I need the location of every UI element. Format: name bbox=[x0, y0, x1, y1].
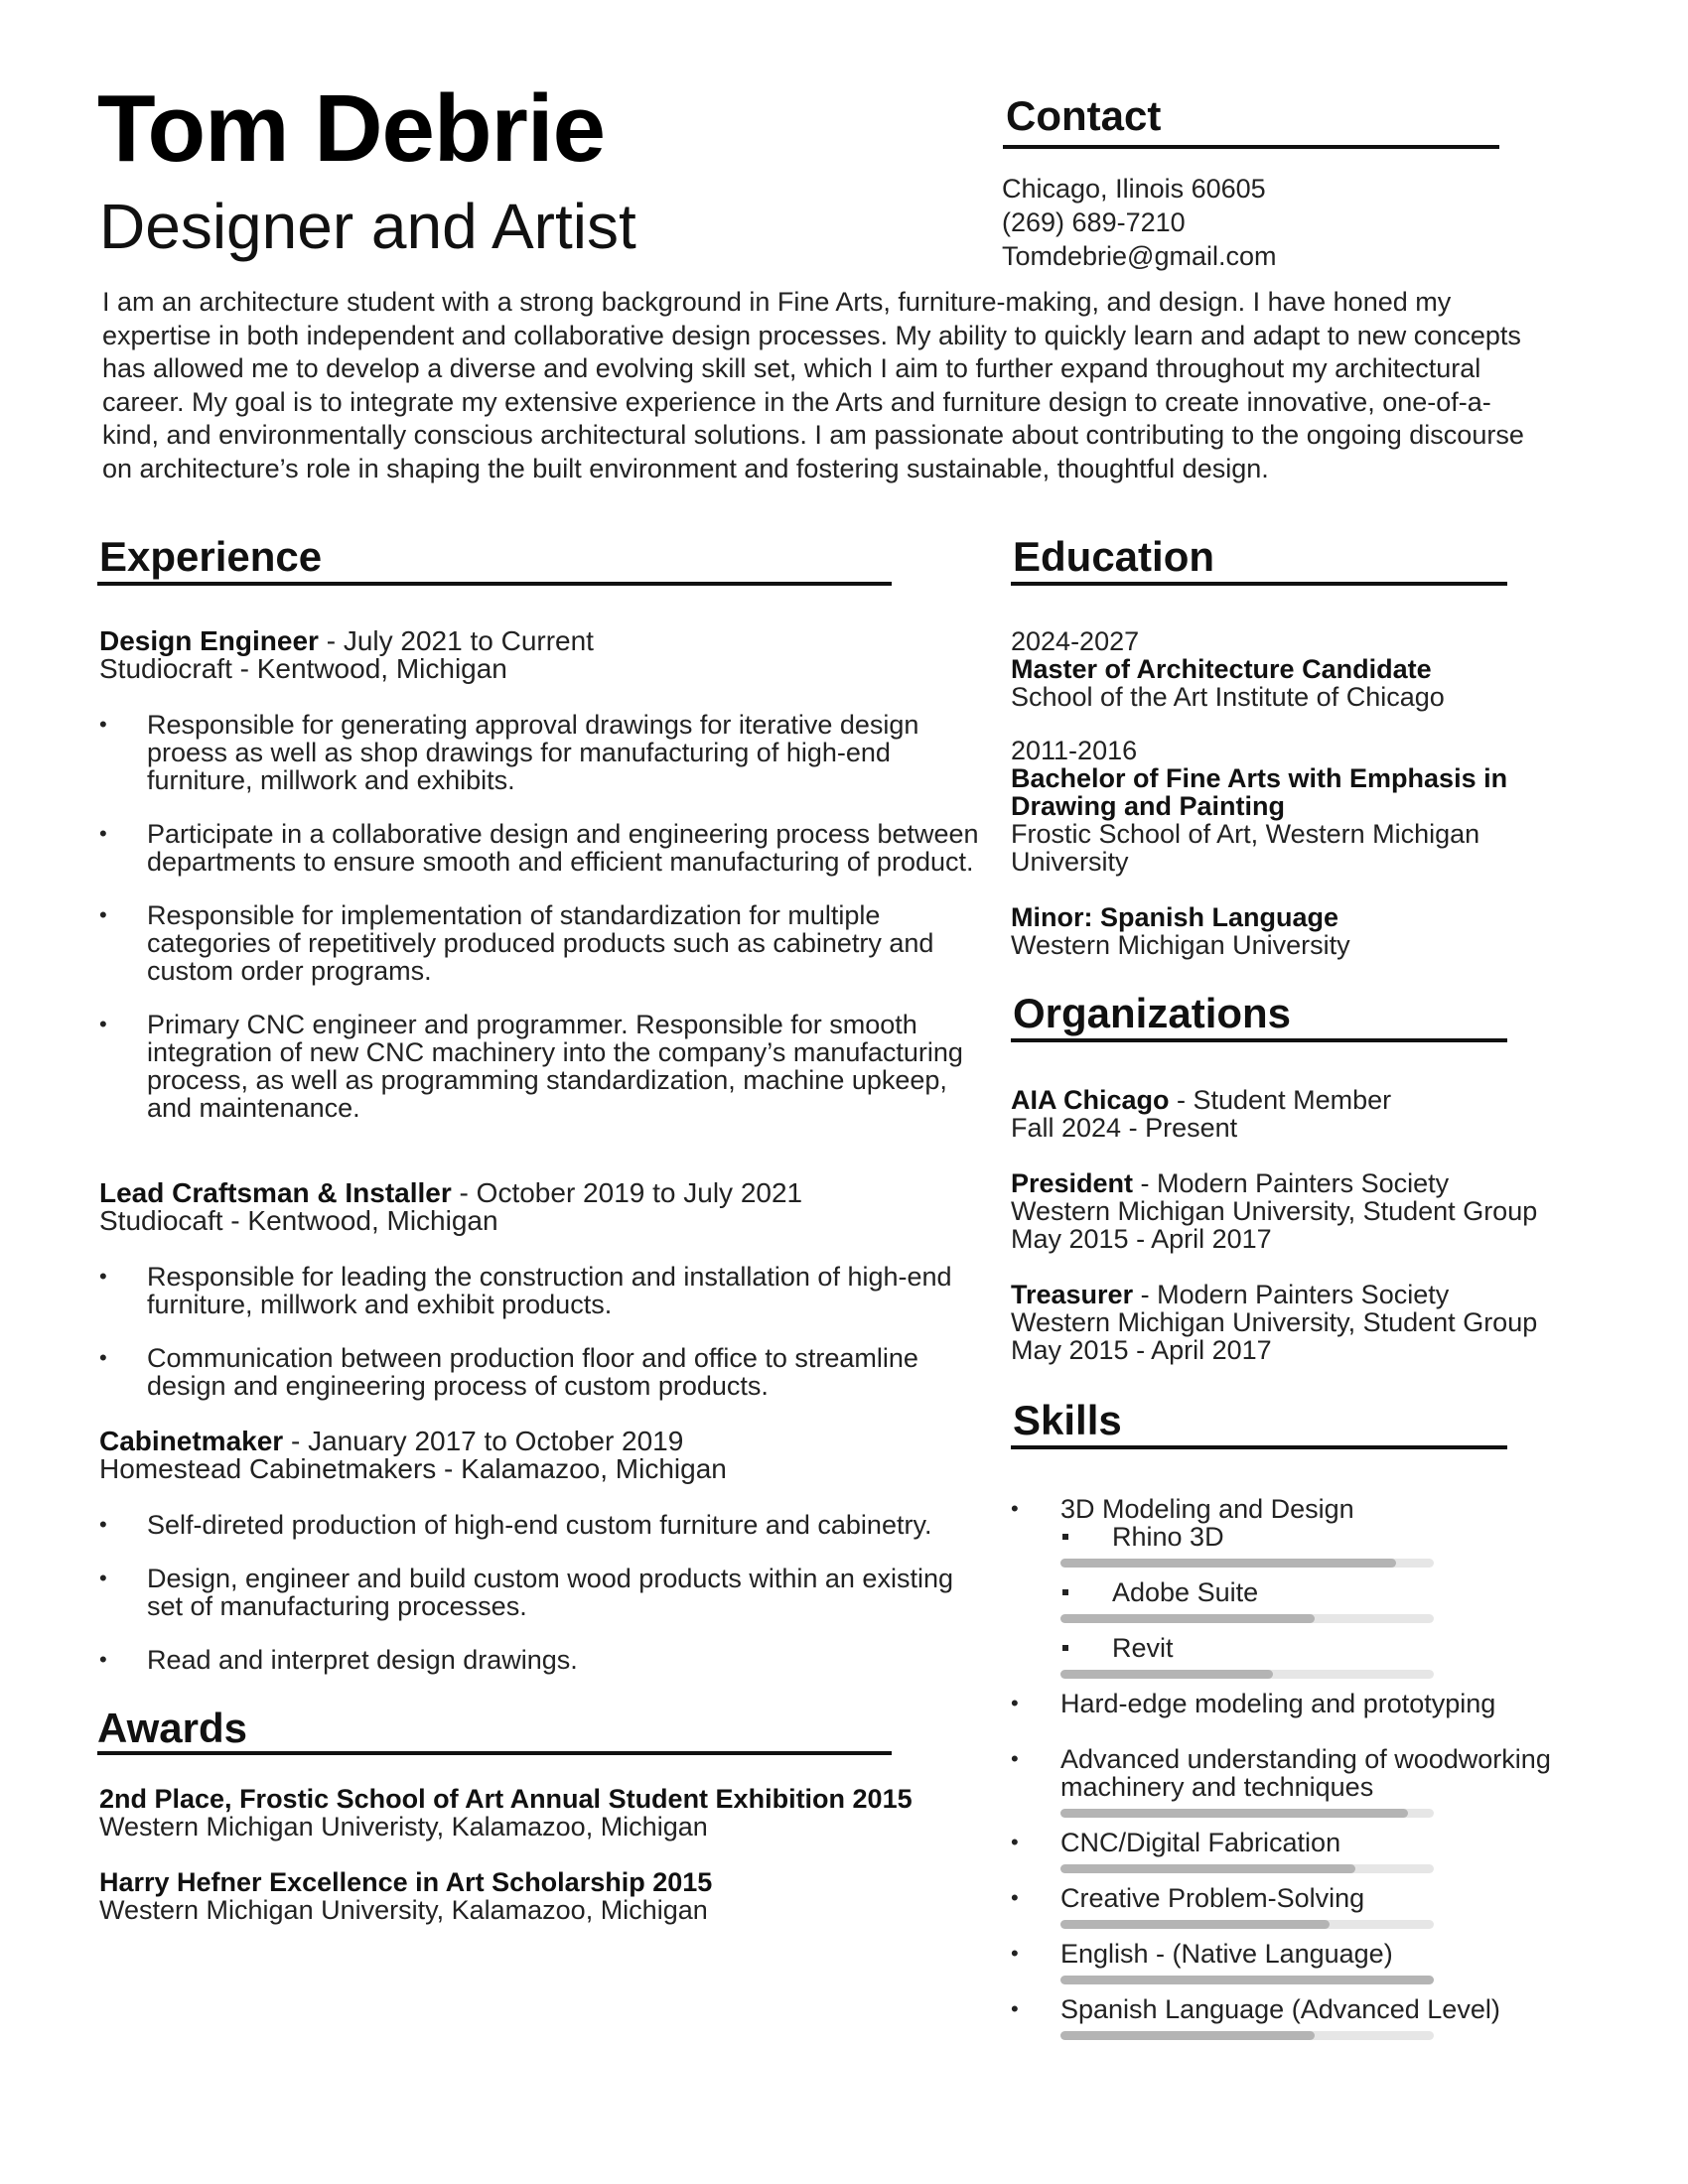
bullet-icon: • bbox=[1011, 1496, 1019, 1521]
sub-skill-label: Revit bbox=[1112, 1633, 1174, 1663]
skill-level-fill bbox=[1060, 2031, 1315, 2040]
skill-level-fill bbox=[1060, 1809, 1408, 1818]
award-item: Harry Hefner Excellence in Art Scholarship 2015 Western Michigan University, Kalamazoo, Michigan bbox=[99, 1867, 713, 1925]
skill-level-fill bbox=[1060, 1670, 1273, 1679]
job-company: Studiocaft - Kentwood, Michigan bbox=[99, 1205, 498, 1236]
skill-level-bar bbox=[1060, 1976, 1434, 1984]
bullet-item: • Participate in a collaborative design and engineering process between departments to ensure smooth and efficient manufacturing of product. bbox=[99, 820, 993, 876]
skill-level-bar bbox=[1060, 1920, 1434, 1929]
job-bullets bbox=[99, 711, 993, 1122]
summary-paragraph: I am an architecture student with a strong background in Fine Arts, furniture-making, and design. I have honed my expertise in both independent and collaborative design processes. My ability to quickly learn and adapt to new concepts has allowed me to develop a diverse and evolving skill set, which I aim to further expand throughout my architectural career. My goal is to integrate my extensive experience in the Arts and furniture design to create innovative, one-of-a-kind, and environmentally conscious architectural solutions. I am passionate about contributing to the ongoing discourse on architecture’s role in shaping the built environment and fostering sustainable, thoughtful design. bbox=[102, 287, 1524, 483]
bullet-icon: • bbox=[1011, 1885, 1019, 1910]
square-bullet-icon bbox=[1062, 1534, 1068, 1540]
experience-rule bbox=[97, 582, 892, 586]
experience-heading: Experience bbox=[99, 533, 323, 580]
bullet-item: • Design, engineer and build custom wood products within an existing set of manufacturing processes. bbox=[99, 1565, 993, 1620]
organization-item: AIA Chicago - Student Member Fall 2024 - Present bbox=[1011, 1085, 1392, 1143]
award-item: 2nd Place, Frostic School of Art Annual Student Exhibition 2015 Western Michigan Univeristy, Kalamazoo, Michigan bbox=[99, 1784, 913, 1842]
skill-level-bar bbox=[1060, 1864, 1434, 1873]
skill-label: 3D Modeling and Design bbox=[1060, 1494, 1354, 1524]
bullet-icon: • bbox=[1011, 1746, 1019, 1771]
skill-label: Creative Problem-Solving bbox=[1060, 1883, 1365, 1913]
contact-heading: Contact bbox=[1006, 92, 1162, 139]
skill-level-fill bbox=[1060, 1920, 1330, 1929]
bullet-icon: • bbox=[1011, 1830, 1019, 1854]
skill-level-bar bbox=[1060, 1809, 1434, 1818]
contact-email[interactable]: Tomdebrie@gmail.com bbox=[1002, 241, 1277, 271]
contact-block bbox=[1002, 172, 1277, 273]
skill-level-bar bbox=[1060, 1559, 1434, 1568]
contact-phone: (269) 689-7210 bbox=[1002, 207, 1186, 237]
job-title: Cabinetmaker - January 2017 to October 2019 bbox=[99, 1426, 684, 1456]
awards-rule bbox=[97, 1751, 892, 1755]
skill-label: Advanced understanding of woodworking machinery and techniques bbox=[1060, 1744, 1551, 1802]
sub-skill-label: Adobe Suite bbox=[1112, 1577, 1259, 1607]
bullet-item: • Communication between production floor and office to streamline design and engineering process of custom products. bbox=[99, 1344, 993, 1400]
skill-level-fill bbox=[1060, 1864, 1355, 1873]
bullet-item: • Responsible for implementation of standardization for multiple categories of repetitively produced products such as cabinetry and custom order programs. bbox=[99, 901, 993, 985]
job-company: Studiocraft - Kentwood, Michigan bbox=[99, 653, 507, 684]
square-bullet-icon bbox=[1062, 1589, 1068, 1595]
skills-rule bbox=[1011, 1445, 1507, 1449]
job-title: Design Engineer - July 2021 to Current bbox=[99, 625, 594, 656]
job-bullets bbox=[99, 1511, 993, 1674]
sub-skill-label: Rhino 3D bbox=[1112, 1522, 1224, 1552]
skill-level-bar bbox=[1060, 1614, 1434, 1623]
organizations-heading: Organizations bbox=[1013, 990, 1292, 1036]
bullet-icon: • bbox=[1011, 1941, 1019, 1966]
job-title: Lead Craftsman & Installer - October 2019 to July 2021 bbox=[99, 1177, 803, 1208]
education-heading: Education bbox=[1013, 533, 1215, 580]
resume-title: Designer and Artist bbox=[99, 191, 636, 262]
resume-name: Tom Debrie bbox=[97, 75, 605, 182]
skill-label: Hard-edge modeling and prototyping bbox=[1060, 1689, 1496, 1718]
job-company: Homestead Cabinetmakers - Kalamazoo, Michigan bbox=[99, 1453, 727, 1484]
skill-level-fill bbox=[1060, 1976, 1434, 1984]
contact-rule bbox=[1003, 145, 1499, 149]
skill-label: English - (Native Language) bbox=[1060, 1939, 1393, 1969]
education-item: 2024-2027 Master of Architecture Candidate School of the Art Institute of Chicago bbox=[1011, 626, 1445, 712]
education-rule bbox=[1011, 582, 1507, 586]
bullet-item: • Self-direted production of high-end custom furniture and cabinetry. bbox=[99, 1511, 993, 1539]
awards-heading: Awards bbox=[97, 1705, 247, 1751]
education-minor: Minor: Spanish Language Western Michigan University bbox=[1011, 902, 1350, 960]
organization-item: President - Modern Painters Society Western Michigan University, Student Group May 2015 - April 2017 bbox=[1011, 1168, 1538, 1254]
bullet-item: • Primary CNC engineer and programmer. Responsible for smooth integration of new CNC machinery into the company’s manufacturing process, as well as programming standardization, machine upkeep, and maintenance. bbox=[99, 1011, 993, 1122]
education-item: 2011-2016 Bachelor of Fine Arts with Emphasis in Drawing and Painting Frostic School of Art, Western Michigan University bbox=[1011, 736, 1508, 877]
bullet-item: • Responsible for generating approval drawings for iterative design proess as well as shop drawings for manufacturing of high-end furniture, millwork and exhibits. bbox=[99, 711, 993, 794]
skill-level-fill bbox=[1060, 1559, 1396, 1568]
bullet-icon: • bbox=[1011, 1691, 1019, 1715]
skill-level-fill bbox=[1060, 1614, 1315, 1623]
skill-label: Spanish Language (Advanced Level) bbox=[1060, 1994, 1500, 2024]
job-bullets bbox=[99, 1263, 993, 1400]
bullet-icon: • bbox=[1011, 1996, 1019, 2021]
organization-item: Treasurer - Modern Painters Society Western Michigan University, Student Group May 2015 - April 2017 bbox=[1011, 1280, 1538, 1365]
skill-label: CNC/Digital Fabrication bbox=[1060, 1828, 1341, 1857]
contact-location: Chicago, Ilinois 60605 bbox=[1002, 174, 1266, 204]
skill-level-bar bbox=[1060, 2031, 1434, 2040]
skill-level-bar bbox=[1060, 1670, 1434, 1679]
bullet-item: • Read and interpret design drawings. bbox=[99, 1646, 993, 1674]
skills-heading: Skills bbox=[1013, 1397, 1122, 1443]
organizations-rule bbox=[1011, 1038, 1507, 1042]
bullet-item: • Responsible for leading the construction and installation of high-end furniture, millwork and exhibit products. bbox=[99, 1263, 993, 1318]
square-bullet-icon bbox=[1062, 1645, 1068, 1651]
